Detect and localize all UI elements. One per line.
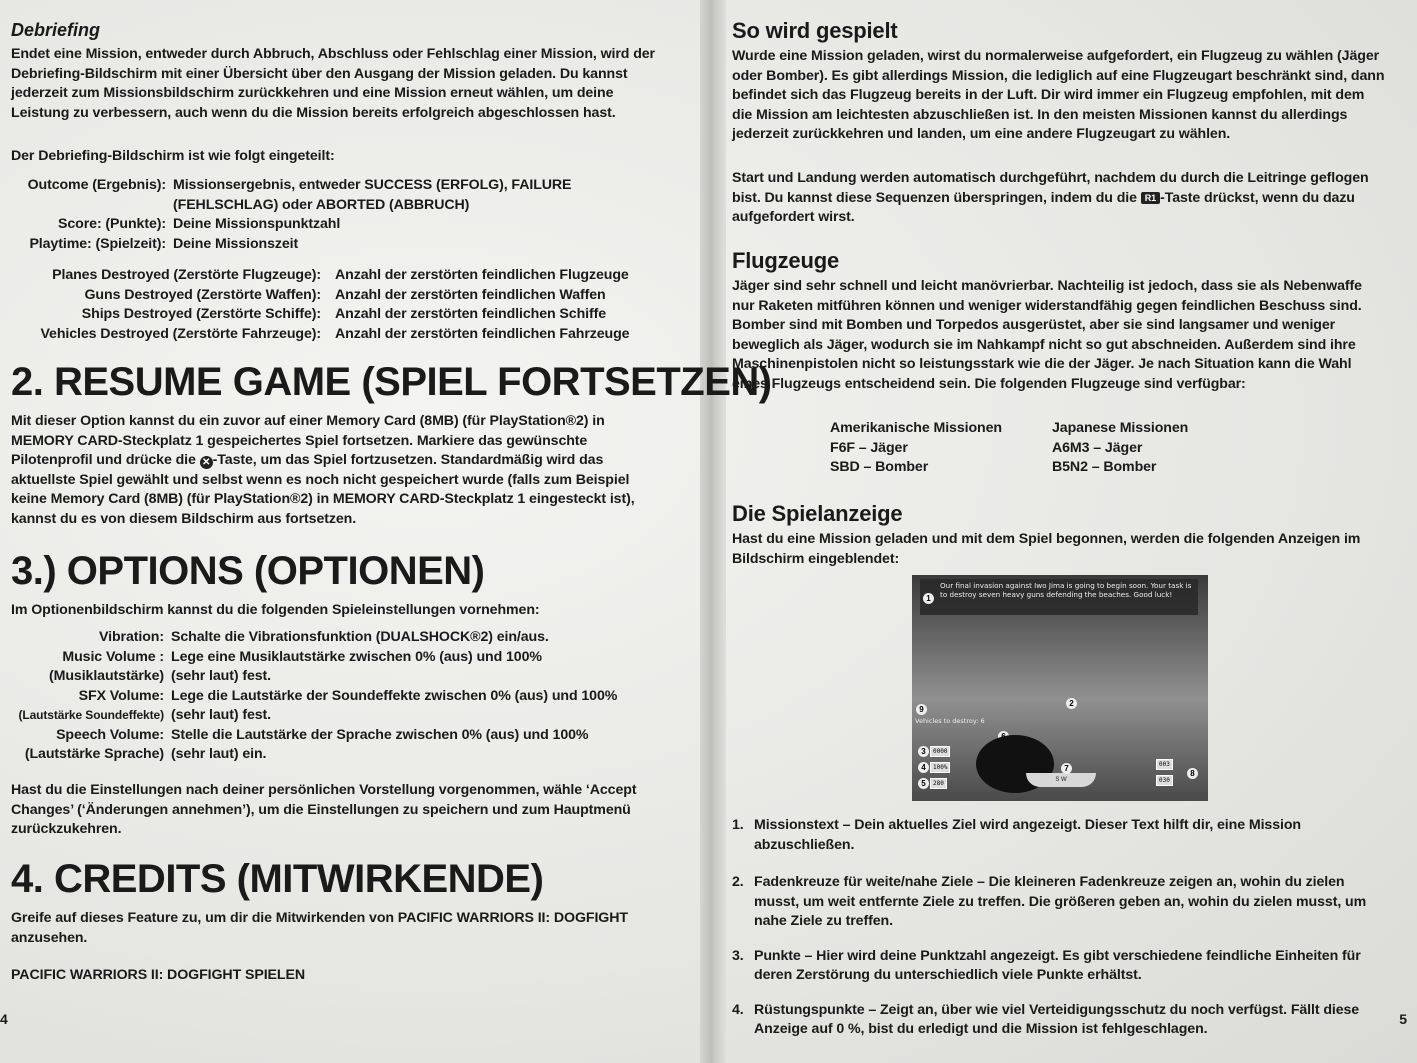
page-number-right: 5 bbox=[1399, 1011, 1407, 1027]
compass-strip: S W bbox=[1026, 773, 1096, 787]
option-name-de: (Lautstärke Sprache) bbox=[24, 746, 164, 762]
option-desc-cont: (sehr laut) fest. bbox=[171, 707, 271, 723]
option-name-de: (Lautstärke Soundeffekte) bbox=[18, 708, 164, 722]
option-name: Speech Volume: bbox=[56, 726, 164, 743]
credits-text: Greife auf dieses Feature zu, um dir die Mitwirkenden von PACIFIC WARRIORS II: DOGFIGHT anzusehen. bbox=[11, 910, 628, 946]
american-missions bbox=[830, 419, 1002, 478]
mission-text-banner: Our final invasion against Iwo Jima is going to begin soon. Your task is to destroy seven heavy guns defending the beaches. Good luck! bbox=[920, 579, 1198, 615]
list-item bbox=[732, 816, 1387, 855]
debriefing-heading: Debriefing bbox=[11, 20, 101, 40]
row-key: Score: (Punkte): bbox=[58, 216, 166, 232]
american-fighter: F6F – Jäger bbox=[830, 439, 908, 456]
table-row bbox=[11, 235, 581, 255]
row-key: Vehicles Destroyed (Zerstörte Fahrzeuge): bbox=[40, 325, 321, 342]
r1-button-icon: R1 bbox=[1141, 192, 1160, 204]
row-value: Anzahl der zerstörten feindlichen Waffen bbox=[335, 286, 606, 303]
planes-text: Jäger sind sehr schnell und leicht manövrierbar. Nachteilig ist jedoch, dass sie als Nebenwaffe nur Raketen mitführen können und weniger widerstandfähig gegen feindlichen Beschuss sind. Bomber sind mit Bomben und Torpedos ausgerüstet, aber sie sind langsamer und weniger beweglich als Jäger, wodurch sie im Nahkampf nicht so gut abschneiden. Außerdem sind ihre Maschinenpistolen nicht so leistungsstark wie die der Jäger. Je nach Situation kann die Wahl eines Flugzeugs entscheidend sein. Die folgenden Flugzeuge sind verfügbar: bbox=[732, 278, 1362, 392]
american-missions-heading: Amerikanische Missionen bbox=[830, 420, 1002, 436]
takeoff-landing-text bbox=[732, 169, 1387, 228]
item-text: Rüstungspunkte – Zeigt an, über wie viel Verteidigungsschutz du noch verfügst. Fällt diese Anzeige auf 0 %, bist du erledigt und die Mission ist fehlgeschlagen. bbox=[754, 1001, 1360, 1037]
debriefing-layout-intro: Der Debriefing-Bildschirm ist wie folgt eingeteilt: bbox=[11, 148, 335, 164]
table-row bbox=[11, 745, 661, 765]
table-row bbox=[11, 706, 661, 726]
table-row bbox=[11, 176, 581, 215]
takeoff-text-b: -Taste drückst, wenn du dazu aufgefordert wirst. bbox=[732, 189, 1355, 225]
speed-gauge: 280 bbox=[930, 778, 947, 789]
row-key: Outcome (Ergebnis): bbox=[27, 177, 166, 193]
japanese-fighter: A6M3 – Jäger bbox=[1052, 439, 1143, 456]
list-item bbox=[732, 947, 1387, 986]
debriefing-summary-table bbox=[11, 176, 581, 254]
item-text: Fadenkreuze für weite/nahe Ziele – Die kleineren Fadenkreuze zeigen an, wohin du zielen musst, um weit entfernte Ziele zu treffen. Die größeren geben an, wohin du zielen musst, um nahe Ziele zu treffen. bbox=[754, 874, 1367, 929]
table-row bbox=[11, 286, 651, 306]
table-row bbox=[11, 687, 661, 707]
option-desc: Lege die Lautstärke der Soundeffekte zwischen 0% (aus) und 100% bbox=[171, 687, 618, 704]
item-number: 1. bbox=[732, 817, 744, 833]
resume-text-part-b: -Taste, um das Spiel fortzusetzen. Standardmäßig wird das aktuellste Spiel gewählt und selbst wenn es noch nicht gespeichert wurde (falls zum Beispiel keine Memory Card (8MB) (für PlayStation®2) in MEMORY CARD-Steckplatz 1 eingesteckt ist), kannst du es von diesem Bildschirm aus fortsetzen. bbox=[11, 452, 635, 527]
callout-4-icon: 4 bbox=[918, 762, 929, 773]
table-row bbox=[11, 215, 581, 235]
row-key: Planes Destroyed (Zerstörte Flugzeuge): bbox=[52, 267, 321, 283]
how-to-play-text: Wurde eine Mission geladen, wirst du normalerweise aufgefordert, ein Flugzeug zu wählen (Jäger oder Bomber). Es gibt allerdings Mission, die lediglich auf eine Flugzeugart beschränkt sind, dann befindet sich das Flugzeug bereits in der Luft. Dir wird immer ein Flugzeug empfohlen, mit dem die Mission am leichtesten abzuschließen ist. In den meisten Missionen kannst du allerdings jederzeit zurückkehren und landen, um eine andere Flugzeugart zu wählen. bbox=[732, 48, 1385, 142]
resume-game-heading: 2. RESUME GAME (SPIEL FORTSETZEN) bbox=[11, 360, 772, 404]
row-value: Missionsergebnis, entweder SUCCESS (ERFOLG), FAILURE (FEHLSCHLAG) oder ABORTED (ABBRUCH) bbox=[173, 177, 572, 213]
hud-items-list bbox=[732, 816, 1387, 1040]
option-desc: Stelle die Lautstärke der Sprache zwischen 0% (aus) und 100% bbox=[171, 726, 589, 743]
callout-9-icon: 9 bbox=[916, 704, 927, 715]
japanese-missions-heading: Japanese Missionen bbox=[1052, 420, 1189, 436]
callout-5-icon: 5 bbox=[918, 778, 929, 789]
options-intro: Im Optionenbildschirm kannst du die folgenden Spieleinstellungen vornehmen: bbox=[11, 602, 540, 618]
callout-8-icon: 8 bbox=[1187, 768, 1198, 779]
item-number: 3. bbox=[732, 947, 744, 964]
how-to-play-heading: So wird gespielt bbox=[732, 18, 898, 43]
japanese-missions bbox=[1052, 419, 1188, 478]
item-number: 4. bbox=[732, 1001, 744, 1018]
options-table bbox=[11, 628, 661, 765]
row-value: Deine Missionszeit bbox=[173, 235, 299, 252]
resume-game-text bbox=[11, 412, 661, 529]
callout-7-icon: 7 bbox=[1061, 763, 1072, 774]
row-key: Playtime: (Spielzeit): bbox=[29, 235, 166, 252]
option-name: Music Volume : bbox=[62, 648, 164, 665]
credits-heading: 4. CREDITS (MITWIRKENDE) bbox=[11, 857, 544, 901]
table-row bbox=[11, 648, 661, 668]
callout-3-icon: 3 bbox=[918, 746, 929, 757]
item-text: Missionstext – Dein aktuelles Ziel wird angezeigt. Dieser Text hilft dir, eine Mission abzuschließen. bbox=[754, 817, 1301, 853]
game-screenshot bbox=[912, 575, 1208, 801]
row-value: Anzahl der zerstörten feindlichen Fahrzeuge bbox=[335, 325, 630, 342]
table-row bbox=[11, 325, 651, 345]
takeoff-text-a: Start und Landung werden automatisch durchgeführt, nachdem du durch die Leitringe geflogen bist. Du kannst diese Sequenzen überspringen, indem du die bbox=[732, 170, 1369, 206]
table-row bbox=[11, 305, 651, 325]
weapon-gauge-1: 003 bbox=[1156, 759, 1173, 770]
table-row bbox=[11, 628, 661, 648]
item-text: Punkte – Hier wird deine Punktzahl angezeigt. Es gibt verschiedene feindliche Einheiten für deren Zerstörung du unterschiedlich viele Punkte erhältst. bbox=[754, 947, 1361, 983]
options-outro: Hast du die Einstellungen nach deiner persönlichen Vorstellung vorgenommen, wähle ‘Accept Changes’ (‘Änderungen annehmen’), um die Einstellungen zu speichern und zum Hauptmenü zurückzukehren. bbox=[11, 782, 637, 837]
weapon-gauge-2: 030 bbox=[1156, 775, 1173, 786]
option-desc: Schalte die Vibrationsfunktion (DUALSHOCK®2) ein/aus. bbox=[171, 629, 549, 645]
armor-gauge: 100% bbox=[930, 762, 950, 773]
row-value: Deine Missionspunktzahl bbox=[173, 216, 341, 232]
table-row bbox=[11, 726, 661, 746]
right-page bbox=[726, 0, 1417, 1063]
row-key: Guns Destroyed (Zerstörte Waffen): bbox=[84, 286, 321, 303]
item-number: 2. bbox=[732, 874, 744, 890]
options-heading: 3.) OPTIONS (OPTIONEN) bbox=[11, 549, 485, 593]
list-item bbox=[732, 1001, 1387, 1040]
callout-1-icon: 1 bbox=[923, 593, 934, 604]
page-number-left: 4 bbox=[0, 1011, 8, 1027]
debriefing-intro: Endet eine Mission, entweder durch Abbruch, Abschluss oder Fehlschlag einer Mission, wird der Debriefing-Bildschirm mit einer Übersicht über den Ausgang der Mission geladen. Du kannst jederzeit zum Missionsbildschirm zurückkehren und eine Mission erneut wählen, um deine Leistung zu verbessern, auch wenn du die Mission bereits erfolgreich abgeschlossen hast. bbox=[11, 46, 655, 121]
vehicles-to-destroy: Vehicles to destroy: 6 bbox=[915, 717, 985, 725]
planes-heading: Flugzeuge bbox=[732, 248, 839, 273]
option-name-de: (Musiklautstärke) bbox=[49, 668, 164, 684]
option-name: Vibration: bbox=[99, 629, 164, 645]
option-desc-cont: (sehr laut) ein. bbox=[171, 746, 267, 762]
credits-footer: PACIFIC WARRIORS II: DOGFIGHT SPIELEN bbox=[11, 967, 305, 983]
row-key: Ships Destroyed (Zerstörte Schiffe): bbox=[81, 306, 321, 322]
hud-heading: Die Spielanzeige bbox=[732, 501, 903, 526]
option-desc-cont: (sehr laut) fest. bbox=[171, 668, 271, 684]
table-row bbox=[11, 667, 661, 687]
debriefing-stats-table bbox=[11, 266, 651, 344]
row-value: Anzahl der zerstörten feindlichen Flugzeuge bbox=[335, 267, 629, 283]
option-desc: Lege eine Musiklautstärke zwischen 0% (aus) und 100% bbox=[171, 648, 542, 665]
row-value: Anzahl der zerstörten feindlichen Schiffe bbox=[335, 306, 607, 322]
option-name: SFX Volume: bbox=[78, 687, 164, 704]
resume-text-part-a: Mit dieser Option kannst du ein zuvor auf einer Memory Card (8MB) (für PlayStation®2) in MEMORY CARD-Steckplatz 1 gespeichertes Spiel fortsetzen. Markiere das gewünschte Pilotenprofil und drücke die bbox=[11, 413, 605, 468]
score-gauge: 0000 bbox=[930, 746, 950, 757]
page-gutter bbox=[700, 0, 726, 1063]
list-item bbox=[732, 873, 1387, 932]
callout-2-icon: 2 bbox=[1066, 698, 1077, 709]
hud-intro: Hast du eine Mission geladen und mit dem Spiel begonnen, werden die folgenden Anzeigen im Bildschirm eingeblendet: bbox=[732, 531, 1361, 567]
table-row bbox=[11, 266, 651, 286]
japanese-bomber: B5N2 – Bomber bbox=[1052, 459, 1157, 475]
american-bomber: SBD – Bomber bbox=[830, 459, 929, 475]
cross-button-icon: ✕ bbox=[200, 456, 213, 469]
